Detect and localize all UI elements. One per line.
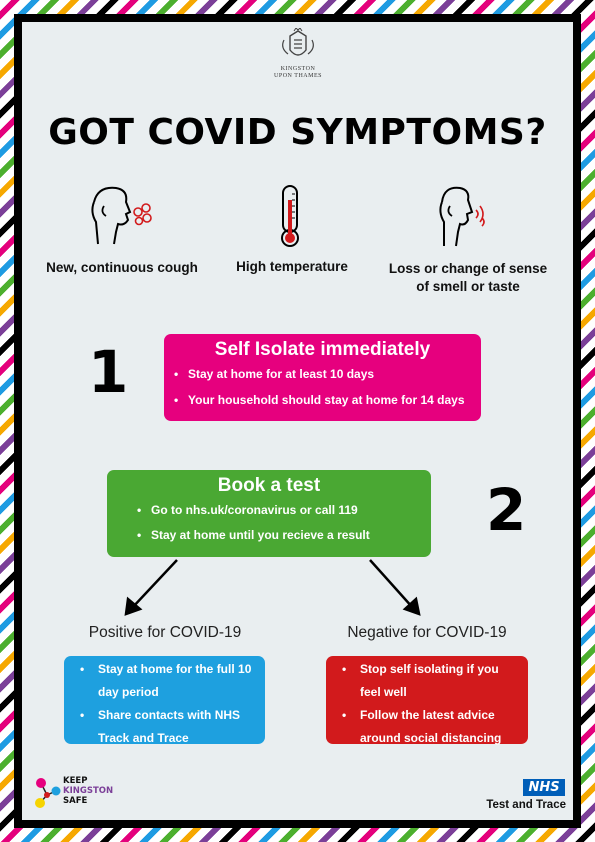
positive-label: Positive for COVID-19 (88, 624, 242, 641)
arrow-negative (370, 560, 419, 614)
book-test-heading: Book a test (217, 475, 321, 496)
list-item: • Stay at home for at least 10 days (174, 363, 471, 385)
list-item: • Follow the latest advice around social distancing (342, 704, 520, 750)
negative-box (326, 656, 528, 744)
symptom-label-smell-taste: Loss or change of sense of smell or taste (388, 261, 548, 294)
list-item: • Stay at home for the full 10 day period (80, 658, 257, 704)
page-title: GOT COVID SYMPTOMS? (48, 112, 547, 153)
step-number-2: 2 (486, 476, 527, 544)
keep-kingston-safe-logo-icon (32, 773, 62, 811)
keep-line: KINGSTON (63, 786, 114, 796)
self-isolate-heading: Self Isolate immediately (214, 339, 431, 360)
arrow-positive (126, 560, 177, 614)
keep-line: SAFE (63, 796, 88, 806)
test-and-trace-label: Test and Trace (486, 799, 566, 811)
list-item: • Your household should stay at home for 14 days (174, 389, 471, 411)
negative-label: Negative for COVID-19 (347, 624, 507, 641)
list-item: • Go to nhs.uk/coronavirus or call 119 (137, 499, 421, 521)
symptom-label-temperature: High temperature (236, 259, 348, 274)
nhs-logo: NHS (523, 779, 565, 796)
symptom-label-cough: New, continuous cough (46, 260, 198, 275)
keep-line: KEEP (63, 776, 88, 786)
list-item: • Stay at home until you recieve a result (137, 524, 421, 546)
list-item: • Stop self isolating if you feel well (342, 658, 520, 704)
positive-box (64, 656, 265, 744)
keep-kingston-safe-text (63, 776, 113, 806)
list-item: • Share contacts with NHS Track and Trace (80, 704, 257, 750)
council-name: KINGSTON UPON THAMES (274, 66, 322, 79)
step-number-1: 1 (88, 338, 129, 406)
